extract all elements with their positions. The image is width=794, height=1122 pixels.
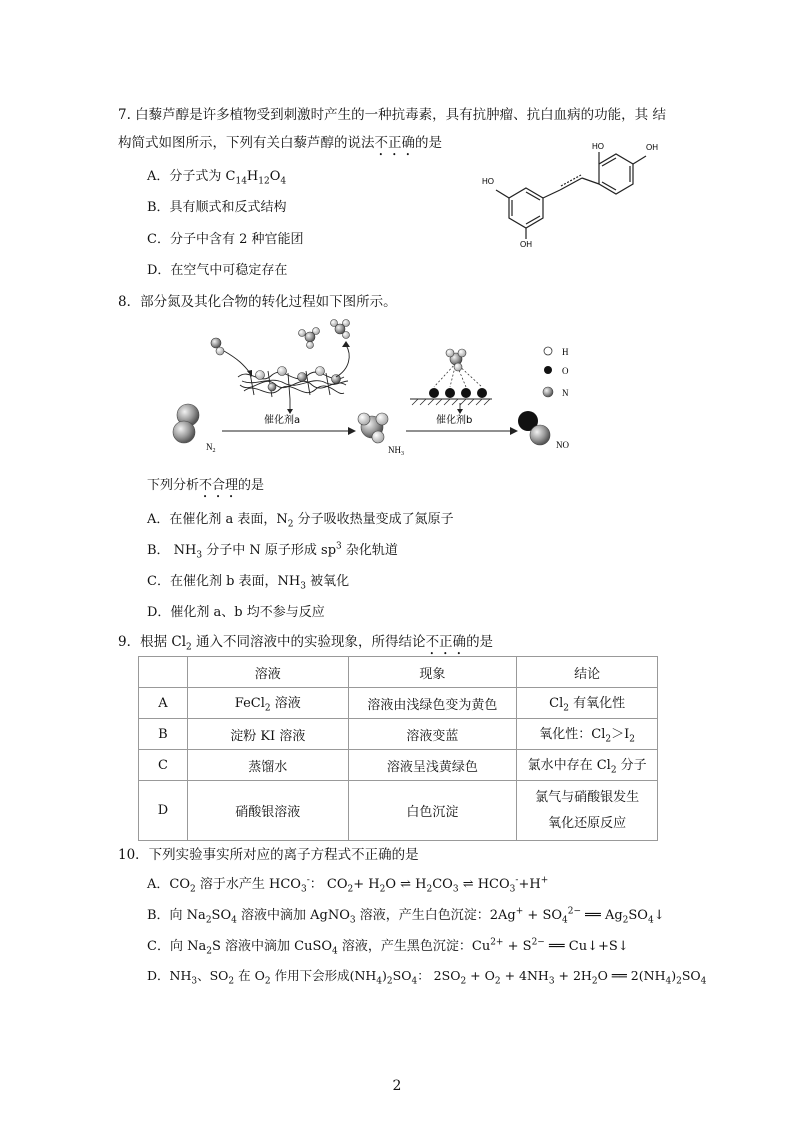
phenomenon-cell: 白色沉淀 — [348, 781, 517, 841]
catalyst-b-surface — [410, 349, 492, 414]
q8-option-a: A．在催化剂 a 表面，$N_2$ 分子吸收热量变成了氮原子 — [147, 512, 454, 530]
header-cell-phenomenon: 现象 — [348, 657, 517, 688]
solution-cell: 蒸馏水 — [187, 750, 348, 781]
conclusion-cell: 氧化性：$Cl_2>I_2$ — [517, 719, 658, 750]
conclusion-line-2: 氧化还原反应 — [548, 815, 627, 831]
oh-label-top-right: OH — [646, 143, 658, 152]
q8-option-c: C．在催化剂 b 表面，$NH_3$ 被氧化 — [147, 574, 350, 592]
oh-label-left: HO — [482, 177, 494, 186]
legend-o: O — [562, 366, 569, 376]
conclusion-line-1: 氯气与硝酸银发生 — [535, 789, 640, 805]
q8-option-d: D．催化剂 a、b 均不参与反应 — [147, 605, 325, 620]
no-label: NO — [556, 440, 569, 450]
row-label: B — [139, 719, 188, 750]
q7-option-a: A．分子式为 $C_{14}H_{12}O_4$ — [147, 169, 287, 187]
q8-option-b: B． $NH_3$ 分子中 N 原子形成 $sp^3$ 杂化轨道 — [147, 541, 398, 561]
q10-option-b: B．向 $Na_2SO_4$ 溶液中滴加 AgNO$_3$ 溶液，产生白色沉淀：$2Ag^+ + SO_4^{2-}$ ══ $Ag_2SO_4↓$ — [147, 906, 665, 926]
phenomenon-cell: 溶液呈浅黄绿色 — [348, 750, 517, 781]
nitrogen-conversion-diagram — [160, 315, 600, 465]
header-cell-conclusion: 结论 — [517, 657, 658, 688]
table-row — [139, 750, 658, 781]
q10-option-d: D．$NH_3$、$SO_2$ 在 $O_2$ 作用下会形成$(NH_4)_2SO_4$： $2SO_2 + O_2 + 4NH_3 + 2H_2O$ ══ $2(NH_4)_2SO_4$ — [147, 968, 707, 987]
phenomenon-cell: 溶液由浅绿色变为黄色 — [348, 688, 517, 719]
q7-option-b: B．具有顺式和反式结构 — [147, 200, 287, 215]
q10-option-a: A．$CO_2$ 溶于水产生 $HCO_3^-$： $CO_2+ H_2O$ ⇌ $H_2CO_3$ ⇌ $HCO_3^-+H^+$ — [147, 875, 549, 895]
nh3-label: $NH_3$ — [388, 445, 404, 457]
conclusion-cell — [517, 781, 658, 841]
q7-option-c: C．分子中含有 2 种官能团 — [147, 232, 304, 247]
catalyst-b-label: 催化剂b — [436, 415, 473, 426]
header-cell-solution: 溶液 — [187, 657, 348, 688]
oh-label-bottom: OH — [520, 240, 532, 249]
adsorbed-atoms-a — [256, 367, 341, 392]
incoming-molecule — [211, 338, 221, 348]
solution-cell: 淀粉 KI 溶液 — [187, 719, 348, 750]
table-row — [139, 781, 658, 841]
n2-label: $N_2$ — [206, 442, 216, 454]
solution-cell: FeCl$_2$ 溶液 — [187, 688, 348, 719]
q8-stem: 8．部分氮及其化合物的转化过程如下图所示。 — [118, 294, 397, 310]
row-label: D — [139, 781, 188, 841]
table-header-row — [139, 657, 658, 688]
row-label: C — [139, 750, 188, 781]
legend-n: N — [562, 388, 569, 398]
q9-stem: 9．根据 $Cl_2$ 通入不同溶液中的实验现象，所得结论不正确的是 — [118, 634, 494, 653]
catalyst-a-surface — [238, 371, 348, 399]
nh3-molecule — [358, 413, 388, 443]
q8-question: 下列分析不合理的是 — [147, 478, 265, 493]
q9-table — [138, 656, 658, 841]
row-label: A — [139, 688, 188, 719]
q7-stem-line1: 7. 白藜芦醇是许多植物受到刺激时产生的一种抗毒素，具有抗肿瘤、抗白血病的功能，其 结 — [118, 107, 666, 123]
no-molecule — [518, 411, 550, 445]
atom-legend — [543, 347, 569, 398]
conclusion-cell: $Cl_2$ 有氧化性 — [517, 688, 658, 719]
phenomenon-cell: 溶液变蓝 — [348, 719, 517, 750]
solution-cell: 硝酸银溶液 — [187, 781, 348, 841]
outgoing-nh3-molecules — [299, 320, 350, 349]
page-number: 2 — [392, 1078, 402, 1094]
q10-option-c: C．向 $Na_2S$ 溶液中滴加 CuSO$_4$ 溶液，产生黑色沉淀：$Cu^{2+} + S^{2-}$ ══ Cu↓+S↓ — [147, 937, 629, 957]
catalyst-a-label: 催化剂a — [264, 415, 301, 426]
legend-h: H — [562, 347, 569, 357]
n2-molecule — [173, 404, 199, 443]
conclusion-cell: 氯水中存在 $Cl_2$ 分子 — [517, 750, 658, 781]
resveratrol-structure — [478, 138, 678, 250]
q7-stem-line2: 构简式如图所示，下列有关白藜芦醇的说法不正确的是 — [118, 135, 442, 151]
q7-option-d: D．在空气中可稳定存在 — [147, 263, 288, 278]
oh-label-top-left: HO — [592, 142, 604, 151]
q10-stem: 10．下列实验事实所对应的离子方程式不正确的是 — [118, 847, 419, 863]
table-row — [139, 719, 658, 750]
header-cell — [139, 657, 188, 688]
table-row — [139, 688, 658, 719]
